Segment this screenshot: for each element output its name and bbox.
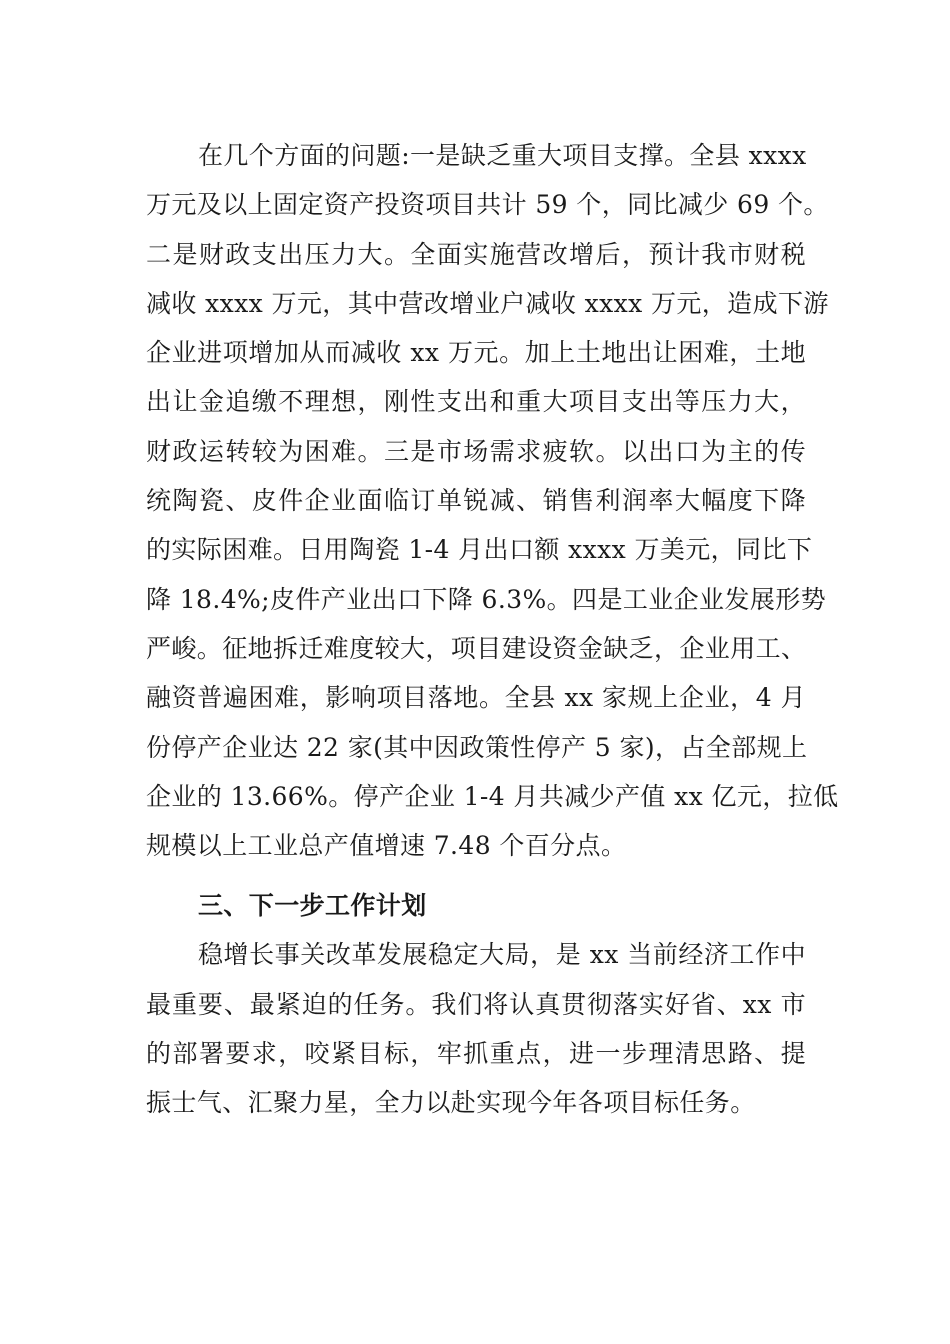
paragraph-line: 减收 xxxx 万元，其中营改增业户减收 xxxx 万元，造成下游 [146,288,829,318]
paragraph-line: 振士气、汇聚力星，全力以赴实现今年各项目标任务。 [146,1088,756,1118]
paragraph-line: 的实际困难。日用陶瓷 1-4 月出口额 xxxx 万美元，同比下 [146,535,813,565]
paragraph-line: 企业进项增加从而减收 xx 万元。加上土地出让困难，土地 [146,338,806,368]
paragraph-line: 稳增长事关改革发展稳定大局，是 xx 当前经济工作中 [198,940,806,970]
paragraph-line: 最重要、最紧迫的任务。我们将认真贯彻落实好省、xx 市 [146,989,806,1019]
paragraph-line: 在几个方面的问题:一是缺乏重大项目支撑。全县 xxxx [198,141,807,170]
paragraph-line: 企业的 13.66%。停产企业 1-4 月共减少产值 xx 亿元，拉低 [146,781,839,811]
paragraph-line: 出让金追缴不理想，刚性支出和重大项目支出等压力大， [146,387,806,417]
paragraph-line: 财政运转较为困难。三是市场需求疲软。以出口为主的传 [146,436,806,466]
paragraph-line: 融资普遍困难，影响项目落地。全县 xx 家规上企业，4 月 [146,683,806,713]
paragraph-line: 万元及以上固定资产投资项目共计 59 个，同比减少 69 个。 [146,190,829,220]
paragraph-line: 规模以上工业总产值增速 7.48 个百分点。 [146,831,627,861]
section-heading: 三、下一步工作计划 [198,891,427,920]
next-steps-section [146,881,806,1127]
paragraph-line: 统陶瓷、皮件企业面临订单锐减、销售利润率大幅度下降 [146,486,806,516]
paragraph-line: 的部署要求，咬紧目标，牢抓重点，进一步理清思路、提 [146,1038,806,1068]
paragraph-line: 严峻。征地拆迁难度较大，项目建设资金缺乏，企业用工、 [146,633,807,663]
paragraph-line: 份停产企业达 22 家(其中因政策性停产 5 家)，占全部规上 [146,732,808,762]
paragraph-line: 降 18.4%;皮件产业出口下降 6.3%。四是工业企业发展形势 [146,584,827,614]
problems-paragraph [146,131,839,870]
paragraph-line: 二是财政支出压力大。全面实施营改增后，预计我市财税 [146,239,806,269]
